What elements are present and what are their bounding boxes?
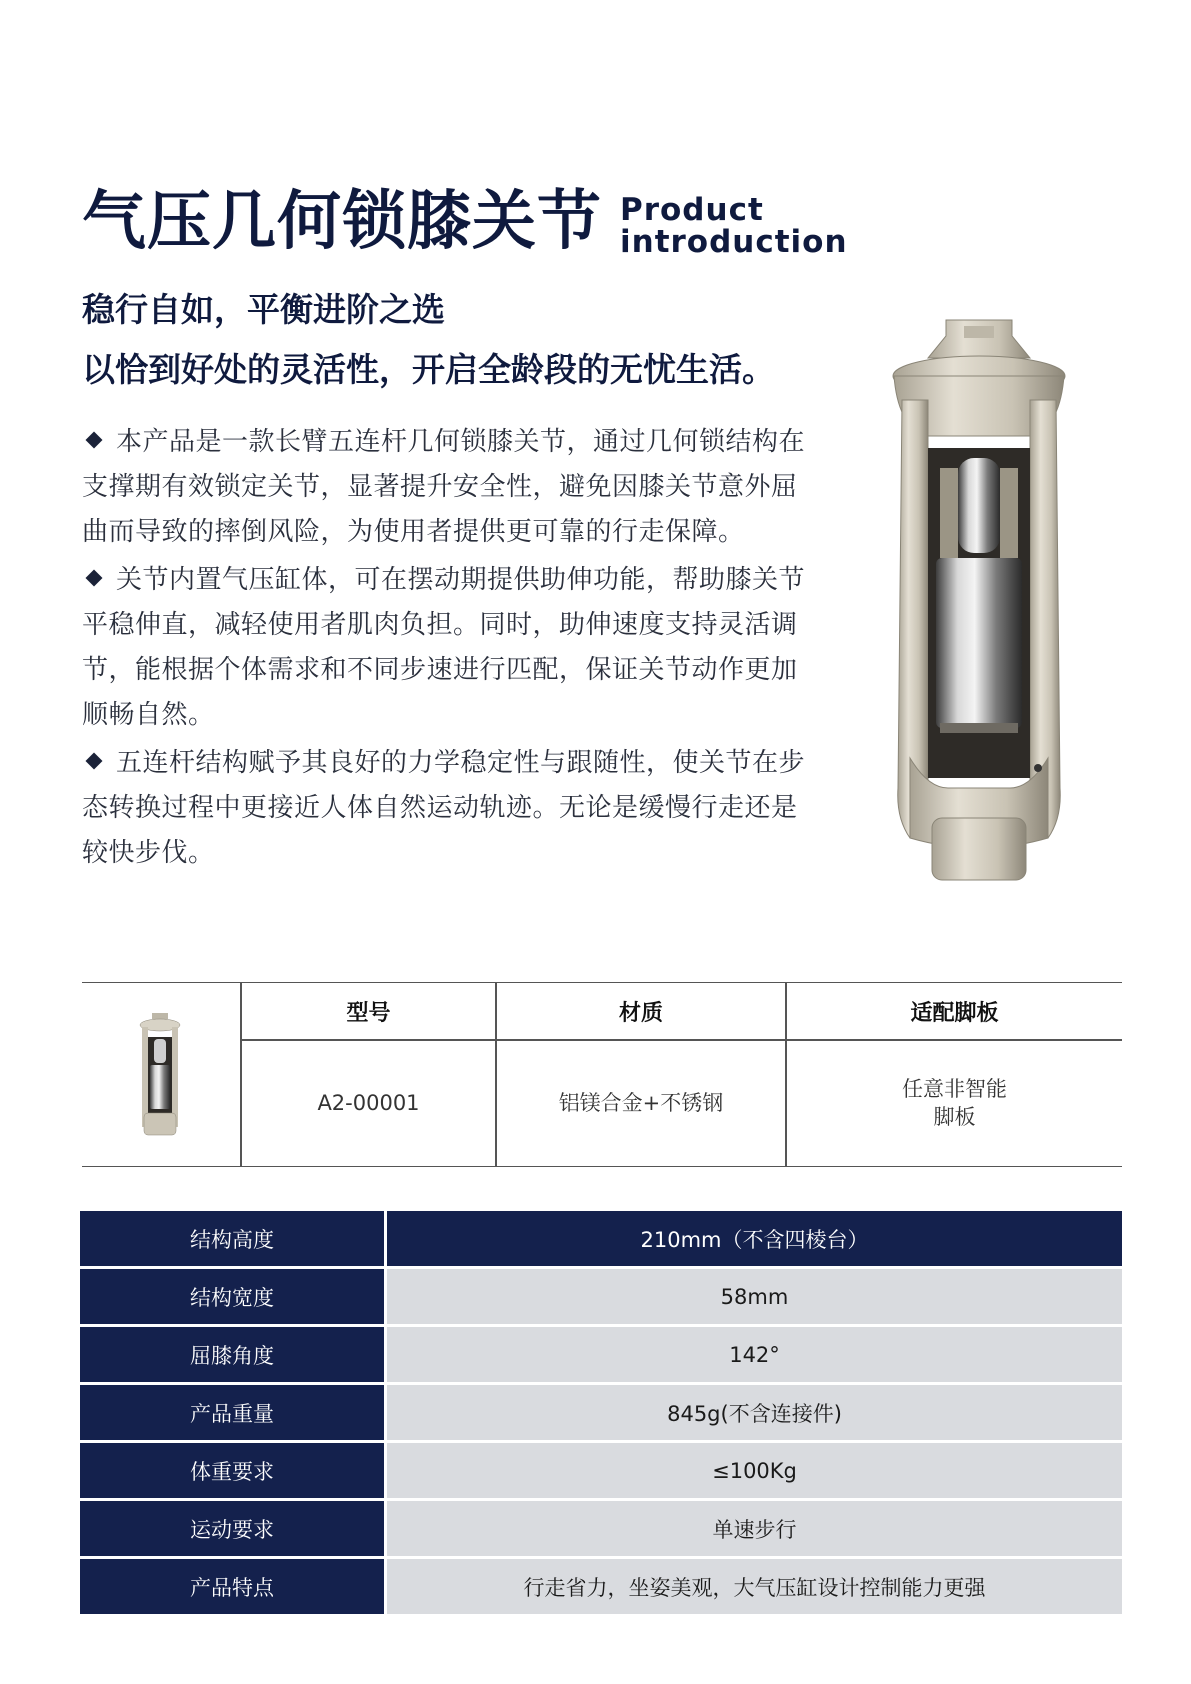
header-model: 型号 xyxy=(346,1000,391,1026)
spec-label: 体重要求 xyxy=(80,1443,384,1498)
description-block xyxy=(82,420,822,879)
page-title: 气压几何锁膝关节 xyxy=(82,185,602,259)
title-en-line1: Product xyxy=(620,192,764,228)
product-table xyxy=(82,982,1122,1167)
header-material: 材质 xyxy=(618,1000,663,1026)
spec-value: 210mm（不含四棱台） xyxy=(387,1211,1122,1266)
product-thumbnail-image xyxy=(138,1013,182,1137)
spec-label: 结构高度 xyxy=(80,1211,384,1266)
description-text: 五连杆结构赋予其良好的力学稳定性与跟随性，使关节在步态转换过程中更接近人体自然运动轨迹。无论是缓慢行走还是较快步伐。 xyxy=(82,748,806,868)
table-row xyxy=(80,1501,1122,1556)
spec-value: 845g(不含连接件) xyxy=(387,1385,1122,1440)
spec-value: 142° xyxy=(387,1327,1122,1382)
diamond-bullet-icon xyxy=(86,753,103,770)
description-text: 关节内置气压缸体，可在摆动期提供助伸功能，帮助膝关节平稳伸直，减轻使用者肌肉负担。同时，助伸速度支持灵活调节，能根据个体需求和不同步速进行匹配，保证关节动作更加顺畅自然。 xyxy=(82,565,806,730)
spec-label: 屈膝角度 xyxy=(80,1327,384,1382)
table-row xyxy=(80,1269,1122,1324)
subtitle-1: 稳行自如，平衡进阶之选 xyxy=(82,290,445,329)
spec-value: 行走省力，坐姿美观，大气压缸设计控制能力更强 xyxy=(387,1559,1122,1614)
subtitle-2: 以恰到好处的灵活性，开启全龄段的无忧生活。 xyxy=(82,350,775,389)
table-row xyxy=(80,1327,1122,1382)
spec-label: 运动要求 xyxy=(80,1501,384,1556)
diamond-bullet-icon xyxy=(86,570,103,587)
table-row xyxy=(80,1211,1122,1266)
spec-value: 单速步行 xyxy=(387,1501,1122,1556)
spec-label: 产品重量 xyxy=(80,1385,384,1440)
value-material: 铝镁合金+不锈钢 xyxy=(558,1091,724,1115)
value-model: A2-00001 xyxy=(317,1091,420,1115)
table-row xyxy=(80,1385,1122,1440)
title-en-line2: introduction xyxy=(620,224,848,260)
description-paragraph xyxy=(82,420,822,555)
knee-joint-product-image xyxy=(888,318,1070,886)
spec-label: 产品特点 xyxy=(80,1559,384,1614)
table-row xyxy=(80,1559,1122,1614)
value-foot: 任意非智能 脚板 xyxy=(902,1077,1007,1129)
spec-value: 58mm xyxy=(387,1269,1122,1324)
header-foot: 适配脚板 xyxy=(910,1000,999,1026)
page-title-english xyxy=(620,194,848,258)
spec-value: ≤100Kg xyxy=(387,1443,1122,1498)
diamond-bullet-icon xyxy=(86,432,103,449)
description-text: 本产品是一款长臂五连杆几何锁膝关节，通过几何锁结构在支撑期有效锁定关节，显著提升安全性，避免因膝关节意外屈曲而导致的摔倒风险，为使用者提供更可靠的行走保障。 xyxy=(82,427,806,547)
description-paragraph xyxy=(82,741,822,876)
spec-label: 结构宽度 xyxy=(80,1269,384,1324)
description-paragraph xyxy=(82,558,822,738)
spec-table xyxy=(80,1211,1122,1617)
table-row xyxy=(80,1443,1122,1498)
